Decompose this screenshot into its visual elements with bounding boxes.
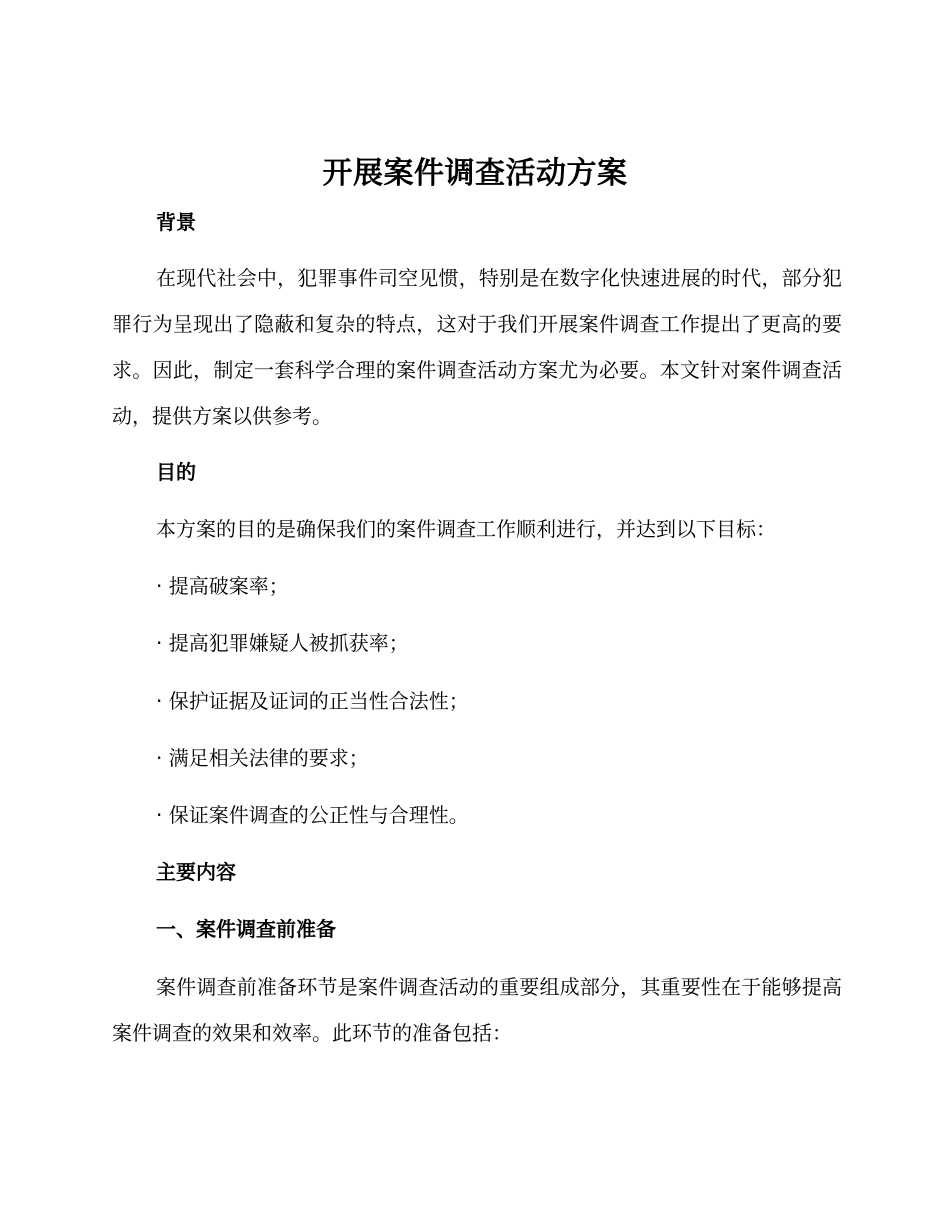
purpose-heading: 目的 [156, 460, 196, 484]
section1-heading: 一、案件调查前准备 [156, 917, 336, 941]
goal-item-5: · 保证案件调查的公正性与合理性。 [156, 803, 469, 827]
goal-item-4: · 满足相关法律的要求； [156, 746, 369, 770]
background-heading: 背景 [156, 210, 196, 234]
goal-item-1: · 提高破案率； [156, 574, 289, 598]
main-content-heading: 主要内容 [156, 860, 236, 884]
goal-item-3: · 保护证据及证词的正当性合法性； [156, 689, 469, 713]
purpose-intro: 本方案的目的是确保我们的案件调查工作顺利进行，并达到以下目标： [156, 517, 776, 541]
background-paragraph: 在现代社会中，犯罪事件司空见惯，特别是在数字化快速进展的时代，部分犯罪行为呈现出了隐蔽和复杂的特点，这对于我们开展案件调查工作提出了更高的要求。因此，制定一套科学合理的案件调查活动方案尤为必要。本文针对案件调查活动，提供方案以供参考。 [112, 266, 842, 428]
document-title: 开展案件调查活动方案 [322, 156, 628, 191]
goal-item-2: · 提高犯罪嫌疑人被抓获率； [156, 631, 409, 655]
section1-paragraph: 案件调查前准备环节是案件调查活动的重要组成部分，其重要性在于能够提高案件调查的效果和效率。此环节的准备包括： [112, 975, 842, 1045]
